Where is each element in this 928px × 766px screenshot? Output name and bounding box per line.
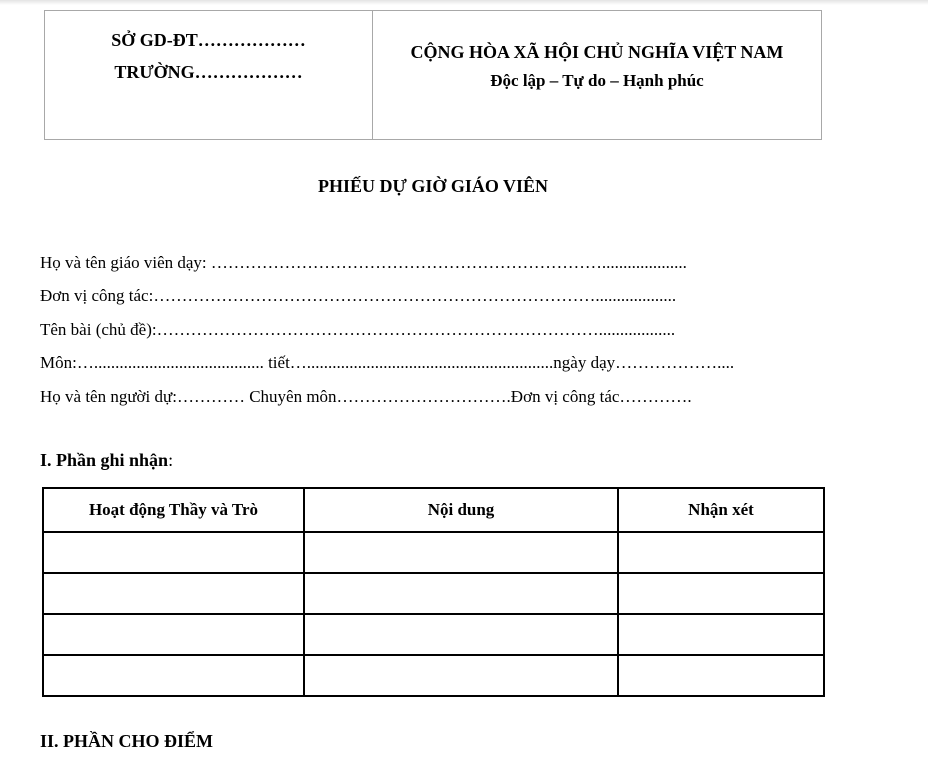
table-cell[interactable]: [618, 532, 824, 573]
form-line-observer[interactable]: Họ và tên người dự:………… Chuyên môn………………………….Đơn vị công tác………….: [40, 386, 692, 406]
form-line-teacher-name[interactable]: Họ và tên giáo viên dạy: ……………………………………………………………....................: [40, 253, 687, 272]
observation-table: [42, 487, 825, 697]
table-cell[interactable]: [304, 573, 618, 614]
national-motto-line: Độc lập – Tự do – Hạnh phúc: [490, 71, 704, 90]
school-line: TRƯỜNG………………: [114, 62, 303, 82]
form-line-subject-period-date[interactable]: Môn:…........................................ tiết…..........................................................ngày dạy………………....: [40, 353, 735, 373]
table-cell[interactable]: [304, 532, 618, 573]
section1-heading-colon: :: [168, 450, 174, 470]
table-cell[interactable]: [304, 655, 618, 696]
table-cell[interactable]: [43, 573, 304, 614]
col-header-teacher-student-activity: Hoạt động Thầy và Trò: [43, 488, 304, 532]
table-row: [43, 614, 824, 655]
section1-heading: [40, 450, 173, 471]
col-header-content: Nội dung: [304, 488, 618, 532]
letterhead-box: [44, 10, 822, 140]
form-fields: [40, 246, 806, 413]
section2-heading: II. PHẦN CHO ĐIỂM: [40, 731, 214, 751]
table-cell[interactable]: [618, 655, 824, 696]
table-cell[interactable]: [304, 614, 618, 655]
page-top-shadow: [0, 0, 928, 5]
page-title: PHIẾU DỰ GIỜ GIÁO VIÊN: [317, 176, 549, 196]
table-cell[interactable]: [43, 655, 304, 696]
table-row: [43, 655, 824, 696]
department-line: SỞ GD-ĐT………………: [111, 30, 306, 50]
table-row: [43, 573, 824, 614]
table-cell[interactable]: [43, 614, 304, 655]
national-header-cell: [373, 11, 821, 139]
table-cell[interactable]: [618, 614, 824, 655]
table-header-row: [43, 488, 824, 532]
col-header-comments: Nhận xét: [618, 488, 824, 532]
table-row: [43, 532, 824, 573]
table-cell[interactable]: [43, 532, 304, 573]
section1-heading-text: I. Phần ghi nhận: [40, 450, 169, 470]
school-info-cell: [45, 11, 373, 139]
form-line-lesson-title[interactable]: Tên bài (chủ đề):……………………………………………………………………..................: [40, 319, 676, 339]
national-title-line: CỘNG HÒA XÃ HỘI CHỦ NGHĨA VIỆT NAM: [410, 42, 784, 62]
observation-table-body: [43, 532, 824, 696]
table-cell[interactable]: [618, 573, 824, 614]
form-line-work-unit[interactable]: Đơn vị công tác:……………………………………………………………………...................: [40, 286, 677, 306]
